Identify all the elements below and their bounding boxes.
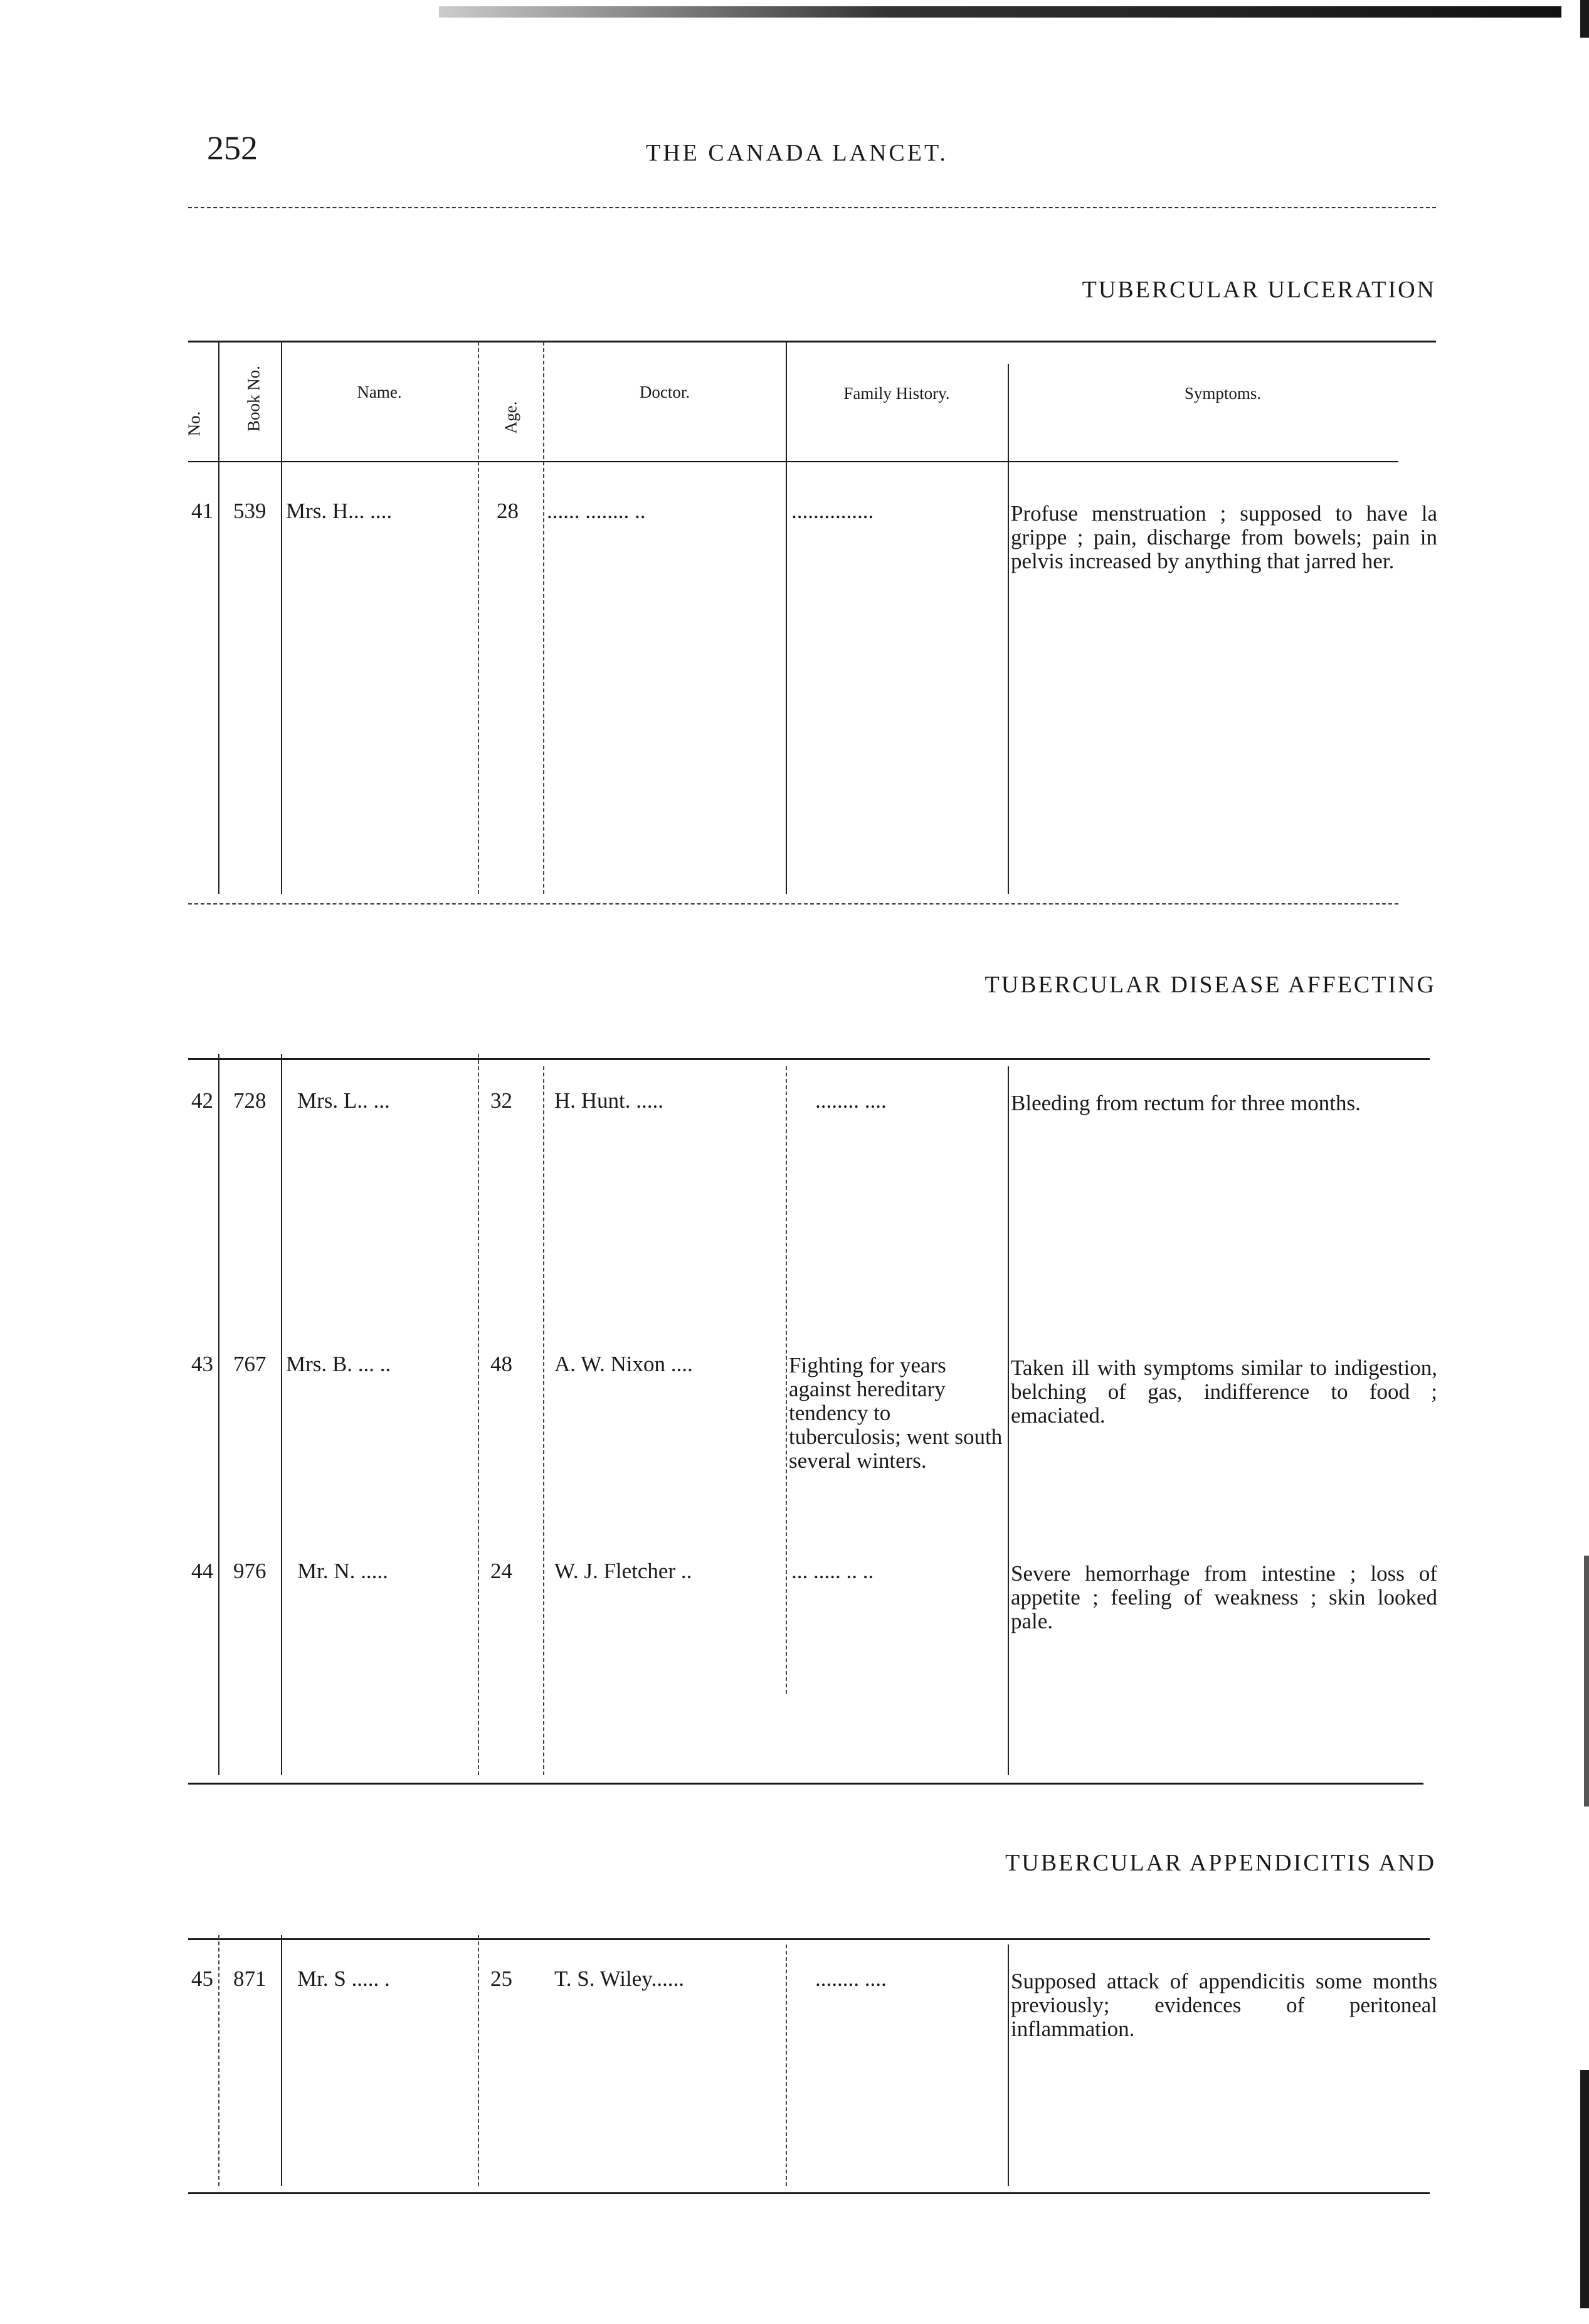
cell-age: 24 <box>490 1559 512 1583</box>
cell-doctor: T. S. Wiley...... <box>554 1966 684 1991</box>
section-title: TUBERCULAR APPENDICITIS AND <box>1005 1850 1436 1876</box>
cell-book-no: 539 <box>233 499 267 523</box>
cell-family-history: Fighting for years against hereditary tendency to tuberculosis; went south several winters. <box>789 1353 1003 1473</box>
header-bottom-rule <box>188 461 1398 462</box>
cell-doctor: A. W. Nixon .... <box>554 1352 693 1376</box>
cell-family-history: ... ..... .. .. <box>791 1559 874 1583</box>
page-top-rule <box>439 6 1561 18</box>
header-rule <box>188 207 1436 208</box>
cell-book-no: 728 <box>233 1088 267 1113</box>
cell-name: Mr. S ..... . <box>297 1966 390 1991</box>
cell-doctor: H. Hunt. ..... <box>554 1088 664 1113</box>
column-divider <box>478 1935 479 2186</box>
cell-age: 32 <box>490 1088 512 1113</box>
column-divider <box>786 342 787 894</box>
column-header-doctor: Doctor. <box>639 383 690 401</box>
column-divider <box>543 1066 544 1775</box>
column-divider <box>1008 364 1009 894</box>
cell-book-no: 871 <box>233 1966 267 1991</box>
column-divider <box>218 342 219 894</box>
column-divider <box>543 342 544 894</box>
cell-age: 48 <box>490 1352 512 1376</box>
cell-name: Mrs. H... .... <box>286 499 393 523</box>
cell-family-history: ........ .... <box>815 1088 887 1113</box>
column-divider <box>478 1054 479 1775</box>
column-header-name: Name. <box>357 383 402 401</box>
cell-age: 25 <box>490 1966 512 1991</box>
section-bottom-rule <box>188 903 1398 905</box>
column-divider <box>786 1945 787 2186</box>
table-top-rule <box>188 1938 1430 1940</box>
cell-name: Mrs. B. ... .. <box>286 1352 391 1376</box>
column-header-symptoms: Symptoms. <box>1184 384 1262 403</box>
cell-symptoms: Bleeding from rectum for three months. <box>1011 1091 1361 1115</box>
section-title: TUBERCULAR ULCERATION <box>1082 277 1436 303</box>
column-divider <box>786 1066 787 1694</box>
column-header-book-no: Book No. <box>244 366 263 432</box>
cell-symptoms: Severe hemorrhage from intestine ; loss of appetite ; feeling of weakness ; skin looked pale. <box>1011 1561 1437 1633</box>
cell-symptoms: Supposed attack of appendicitis some months previously; evidences of peritoneal inflammation. <box>1011 1969 1437 2041</box>
column-header-family-history: Family History. <box>843 384 950 403</box>
table-bottom-rule <box>188 2192 1430 2194</box>
cell-doctor: ...... ........ .. <box>547 499 646 523</box>
cell-no: 42 <box>191 1088 213 1113</box>
table-top-rule <box>188 1058 1430 1060</box>
running-head: THE CANADA LANCET. <box>646 140 948 166</box>
cell-name: Mrs. L.. ... <box>297 1088 390 1113</box>
column-divider <box>281 1935 282 2186</box>
column-header-no: No. <box>184 411 204 437</box>
cell-symptoms: Taken ill with symptoms similar to indigestion, belching of gas, indifference to food ; emaciated. <box>1011 1356 1437 1428</box>
cell-no: 44 <box>191 1559 213 1583</box>
column-divider <box>1008 1066 1009 1775</box>
cell-symptoms: Profuse menstruation ; supposed to have la grippe ; pain, discharge from bowels; pain in pelvis increased by anything that jarred her. <box>1011 501 1437 573</box>
section-bottom-rule <box>188 1783 1423 1785</box>
page-number: 252 <box>207 129 258 167</box>
page-edge-mark <box>1580 2070 1589 2308</box>
column-divider <box>281 342 282 894</box>
cell-no: 41 <box>191 499 213 523</box>
table-top-rule <box>188 341 1436 342</box>
cell-no: 45 <box>191 1966 213 1991</box>
cell-book-no: 767 <box>233 1352 267 1376</box>
column-header-age: Age. <box>501 401 520 434</box>
cell-book-no: 976 <box>233 1559 267 1583</box>
page-edge-mark <box>1584 1556 1589 1807</box>
page-edge-mark <box>1580 0 1589 38</box>
cell-family-history: ............... <box>791 499 874 523</box>
cell-no: 43 <box>191 1352 213 1376</box>
column-divider <box>478 342 479 894</box>
section-title: TUBERCULAR DISEASE AFFECTING <box>985 972 1436 998</box>
column-divider <box>218 1054 219 1775</box>
column-divider <box>218 1935 219 2186</box>
cell-family-history: ........ .... <box>815 1966 887 1991</box>
cell-age: 28 <box>497 499 519 523</box>
column-divider <box>281 1054 282 1775</box>
column-divider <box>1008 1945 1009 2186</box>
cell-doctor: W. J. Fletcher .. <box>554 1559 692 1583</box>
cell-name: Mr. N. ..... <box>297 1559 388 1583</box>
